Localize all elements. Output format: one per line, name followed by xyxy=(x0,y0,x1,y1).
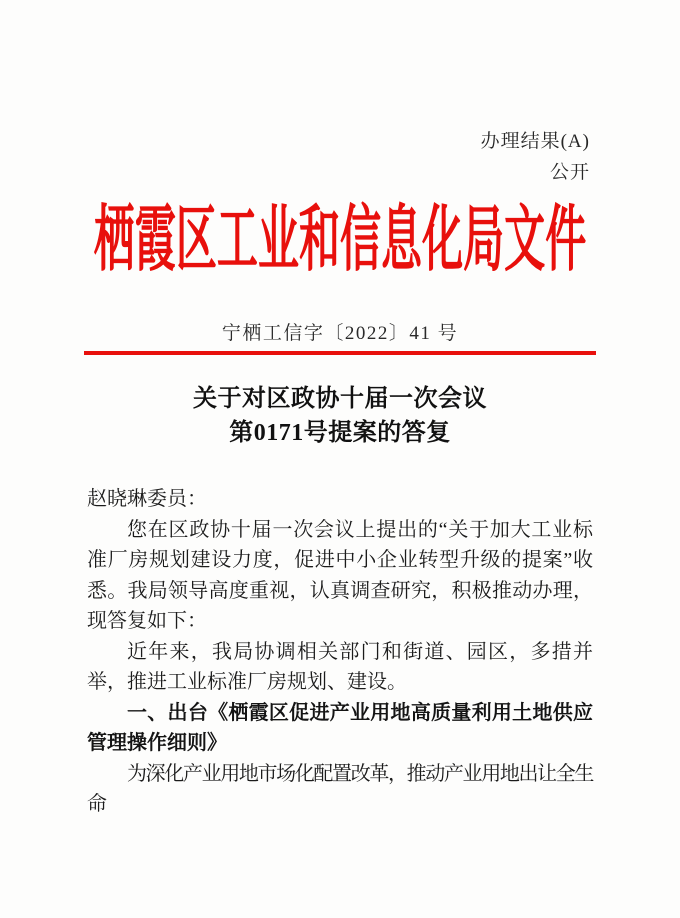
body-paragraph: 为深化产业用地市场化配置改革，推动产业用地出让全生命 xyxy=(87,762,593,815)
masthead-title: 栖霞区工业和信息化局文件 xyxy=(93,200,587,280)
body-paragraph: 您在区政协十届一次会议上提出的“关于加大工业标准厂房规划建设力度，促进中小企业转型升级的提案”收悉。我局领导高度重视，认真调查研究，积极推动办理，现答复如下： xyxy=(87,518,593,632)
handling-result-label: 办理结果(A) xyxy=(480,131,590,152)
header-meta xyxy=(481,126,590,188)
salutation: 赵晓琳委员： xyxy=(87,488,207,510)
red-divider-line xyxy=(84,351,596,355)
document-title xyxy=(0,382,680,450)
document-number: 宁栖工信字〔2022〕41 号 xyxy=(221,323,459,344)
document-title-line1: 关于对区政协十届一次会议 xyxy=(193,386,487,412)
document-body xyxy=(87,484,593,820)
publicity-label: 公开 xyxy=(549,162,590,183)
document-title-line2: 第0171号提案的答复 xyxy=(229,420,451,446)
body-paragraph: 近年来，我局协调相关部门和街道、园区，多措并举，推进工业标准厂房规划、建设。 xyxy=(87,640,593,693)
section-heading: 一、出台《栖霞区促进产业用地高质量利用土地供应管理操作细则》 xyxy=(87,701,593,754)
